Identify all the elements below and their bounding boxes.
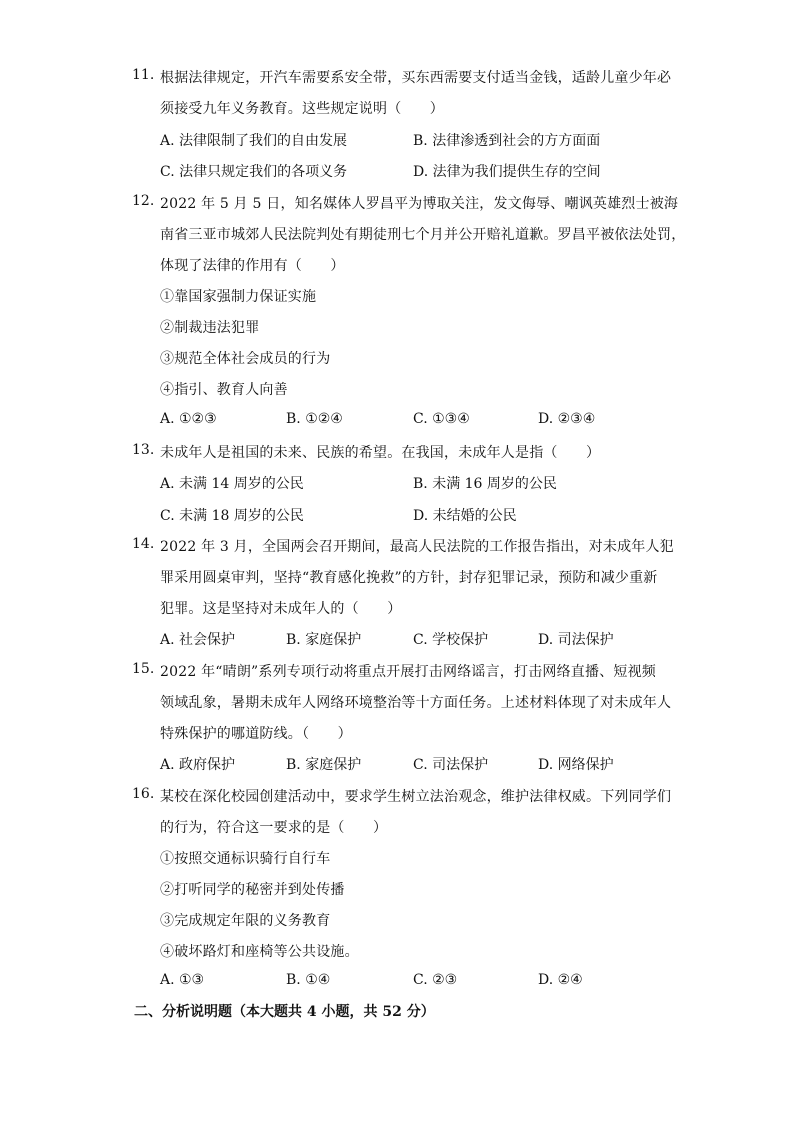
question-text-line: 2022 年 3 月，全国两会召开期间，最高人民法院的工作报告指出，对未成年人犯 xyxy=(160,539,674,555)
option-c: C. 学校保护 xyxy=(413,632,489,648)
option-b: B. 家庭保护 xyxy=(286,632,362,648)
option-a: A. 政府保护 xyxy=(160,757,236,773)
statement-1: ①靠国家强制力保证实施 xyxy=(160,289,317,305)
statement-1: ①按照交通标识骑行自行车 xyxy=(160,851,331,867)
option-c: C. 未满 18 周岁的公民 xyxy=(160,508,304,524)
question-number: 12. xyxy=(132,193,155,209)
option-d: D. 未结婚的公民 xyxy=(413,508,517,524)
question-number: 15. xyxy=(132,661,155,677)
option-a: A. 社会保护 xyxy=(160,632,236,648)
statement-4: ④指引、教育人向善 xyxy=(160,382,288,398)
question-number: 11. xyxy=(132,67,155,83)
question-text-line: 根据法律规定，开汽车需要系安全带，买东西需要支付适当金钱，适龄儿童少年必 xyxy=(160,70,672,86)
question-number: 16. xyxy=(132,786,155,802)
question-text-line: 南省三亚市城郊人民法院判处有期徒刑七个月并公开赔礼道歉。罗昌平被依法处罚， xyxy=(160,227,686,243)
option-c: C. 法律只规定我们的各项义务 xyxy=(160,164,348,180)
question-text-line: 未成年人是祖国的未来、民族的希望。在我国，未成年人是指（ ） xyxy=(160,445,601,461)
option-c: C. 司法保护 xyxy=(413,757,489,773)
question-text-line: 的行为，符合这一要求的是（ ） xyxy=(160,820,388,836)
statement-3: ③规范全体社会成员的行为 xyxy=(160,351,331,367)
option-d: D. ②③④ xyxy=(538,411,596,427)
question-text-line: 领域乱象，暑期未成年人网络环境整治等十方面任务。上述材料体现了对未成年人 xyxy=(160,695,672,711)
section-heading: 二、分析说明题（本大题共 4 小题，共 52 分） xyxy=(134,1004,435,1020)
question-number: 14. xyxy=(132,536,155,552)
question-text-line: 某校在深化校园创建活动中，要求学生树立法治观念，维护法律权威。下列同学们 xyxy=(160,789,672,805)
question-text-line: 2022 年“晴朗”系列专项行动将重点开展打击网络谣言，打击网络直播、短视频 xyxy=(160,664,656,680)
question-text-line: 罪采用圆桌审判，坚持“教育感化挽救”的方针，封存犯罪记录，预防和减少重新 xyxy=(160,570,658,586)
statement-4: ④破坏路灯和座椅等公共设施。 xyxy=(160,944,359,960)
option-c: C. ②③ xyxy=(413,972,458,988)
option-a: A. ①②③ xyxy=(160,411,217,427)
question-text-line: 须接受九年义务教育。这些规定说明（ ） xyxy=(160,101,444,117)
question-text-line: 犯罪。这是坚持对未成年人的（ ） xyxy=(160,601,402,617)
question-text-line: 体现了法律的作用有（ ） xyxy=(160,258,345,274)
question-number: 13. xyxy=(132,442,155,458)
option-d: D. 法律为我们提供生存的空间 xyxy=(413,164,601,180)
option-a: A. 未满 14 周岁的公民 xyxy=(160,476,304,492)
question-text-line: 2022 年 5 月 5 日，知名媒体人罗昌平为博取关注，发文侮辱、嘲讽英雄烈士被海 xyxy=(160,196,679,212)
option-d: D. 司法保护 xyxy=(538,632,614,648)
option-b: B. ①④ xyxy=(286,972,331,988)
option-a: A. 法律限制了我们的自由发展 xyxy=(160,133,348,149)
option-d: D. 网络保护 xyxy=(538,757,614,773)
statement-2: ②制裁违法犯罪 xyxy=(160,320,260,336)
option-b: B. 法律渗透到社会的方方面面 xyxy=(413,133,601,149)
statement-2: ②打听同学的秘密并到处传播 xyxy=(160,882,345,898)
option-c: C. ①③④ xyxy=(413,411,470,427)
option-b: B. 家庭保护 xyxy=(286,757,362,773)
option-d: D. ②④ xyxy=(538,972,583,988)
option-b: B. ①②④ xyxy=(286,411,343,427)
question-text-line: 特殊保护的哪道防线。（ ） xyxy=(160,726,352,742)
option-b: B. 未满 16 周岁的公民 xyxy=(413,476,557,492)
statement-3: ③完成规定年限的义务教育 xyxy=(160,913,331,929)
option-a: A. ①③ xyxy=(160,972,205,988)
